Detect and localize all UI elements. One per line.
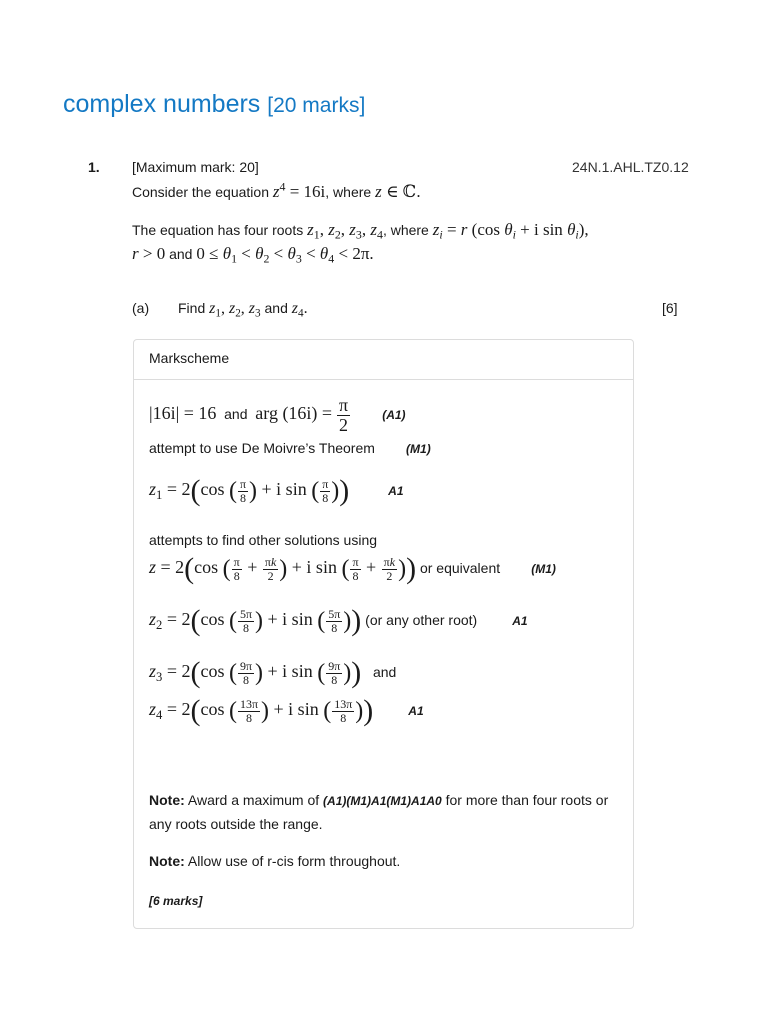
a1-tag: (A1)	[382, 408, 406, 423]
roots-statement: The equation has four roots $z_1$, $z_2$, $z_3$, $z_4$, where $z_i = r$ (cos $\theta_i + i$ $\sin \theta_i$),	[132, 220, 589, 242]
other-solutions-line: attempts to find other solutions using	[149, 532, 378, 548]
part-a-total: [6 marks]	[149, 894, 203, 908]
markscheme-header[interactable]: Markscheme	[134, 340, 633, 380]
part-a-label: (a)	[132, 300, 150, 316]
part-a-marks: [6]	[662, 300, 678, 316]
section-title	[63, 90, 365, 119]
part-a-question: Find $z_1$, $z_2$, $z_3$ and $z_4$.	[178, 300, 308, 320]
general-solution: z = 2(cos ( $\frac{\pi}{8}$ + $\frac{\pi k}{2}$ ) + i sin ( $\frac{\pi}{8}$ + $\frac{\pi k}{2}$ )) or equivalent (M1)	[149, 552, 556, 586]
a1-mark-3: A1	[408, 704, 424, 719]
maximum-mark: [Maximum mark: 20]	[132, 159, 259, 175]
equation-math: $z^4 = 16i$	[272, 179, 326, 201]
section-title-text: complex numbers	[63, 90, 261, 118]
question-number: 1.	[88, 159, 100, 175]
question-code: 24N.1.AHL.TZ0.12	[572, 159, 689, 175]
m1-tag: (M1)	[406, 442, 431, 456]
z3-solution: $z_3 = 2(\cos$ ( $\frac{9\pi}{8}$ ) + i sin ( $\frac{9\pi}{8}$ )) and	[149, 656, 397, 690]
z2-solution: $z_2 = 2(\cos$ ( $\frac{5\pi}{8}$ ) + i sin ( $\frac{5\pi}{8}$ )) (or any other root) A1	[149, 604, 528, 638]
note-rcis: Note: Allow use of r-cis form throughout.	[149, 853, 401, 869]
modulus-argument-line: |16i| = 16 and arg (16i) = $\frac{\pi}{2}$ (A1)	[149, 395, 406, 435]
polar-form-math: $z_i = r$ (cos $\theta_i + i$ $\sin \theta_i$),	[432, 220, 589, 242]
roots-conditions: r > 0 and $0 \le \theta_1 < \theta_2 < \theta_3 < \theta_4 < 2\pi$.	[132, 244, 374, 266]
z4-solution: $z_4 = 2(\cos$ ( $\frac{13\pi}{8}$ ) + i sin ( $\frac{13\pi}{8}$ )) A1	[149, 694, 424, 728]
m1-tag-2: (M1)	[531, 562, 556, 577]
a1-mark: A1	[388, 484, 404, 499]
note-max-award: Note: Award a maximum of (A1)(M1)A1(M1)A1A0 for more than four roots or any roots outside the range.	[149, 792, 609, 832]
section-marks: [20 marks]	[267, 94, 366, 117]
question-stem: Consider the equation $z^4 = 16i$, where z ∈ ℂ.	[132, 179, 421, 201]
z1-solution: $z_1 = 2(\cos$ ( $\frac{\pi}{8}$ ) + i sin ( $\frac{\pi}{8}$ )) A1	[149, 474, 404, 508]
a1-mark-2: A1	[512, 614, 528, 629]
de-moivre-line: attempt to use De Moivre’s Theorem (M1)	[149, 440, 431, 456]
domain-math: z ∈ ℂ.	[375, 182, 421, 201]
